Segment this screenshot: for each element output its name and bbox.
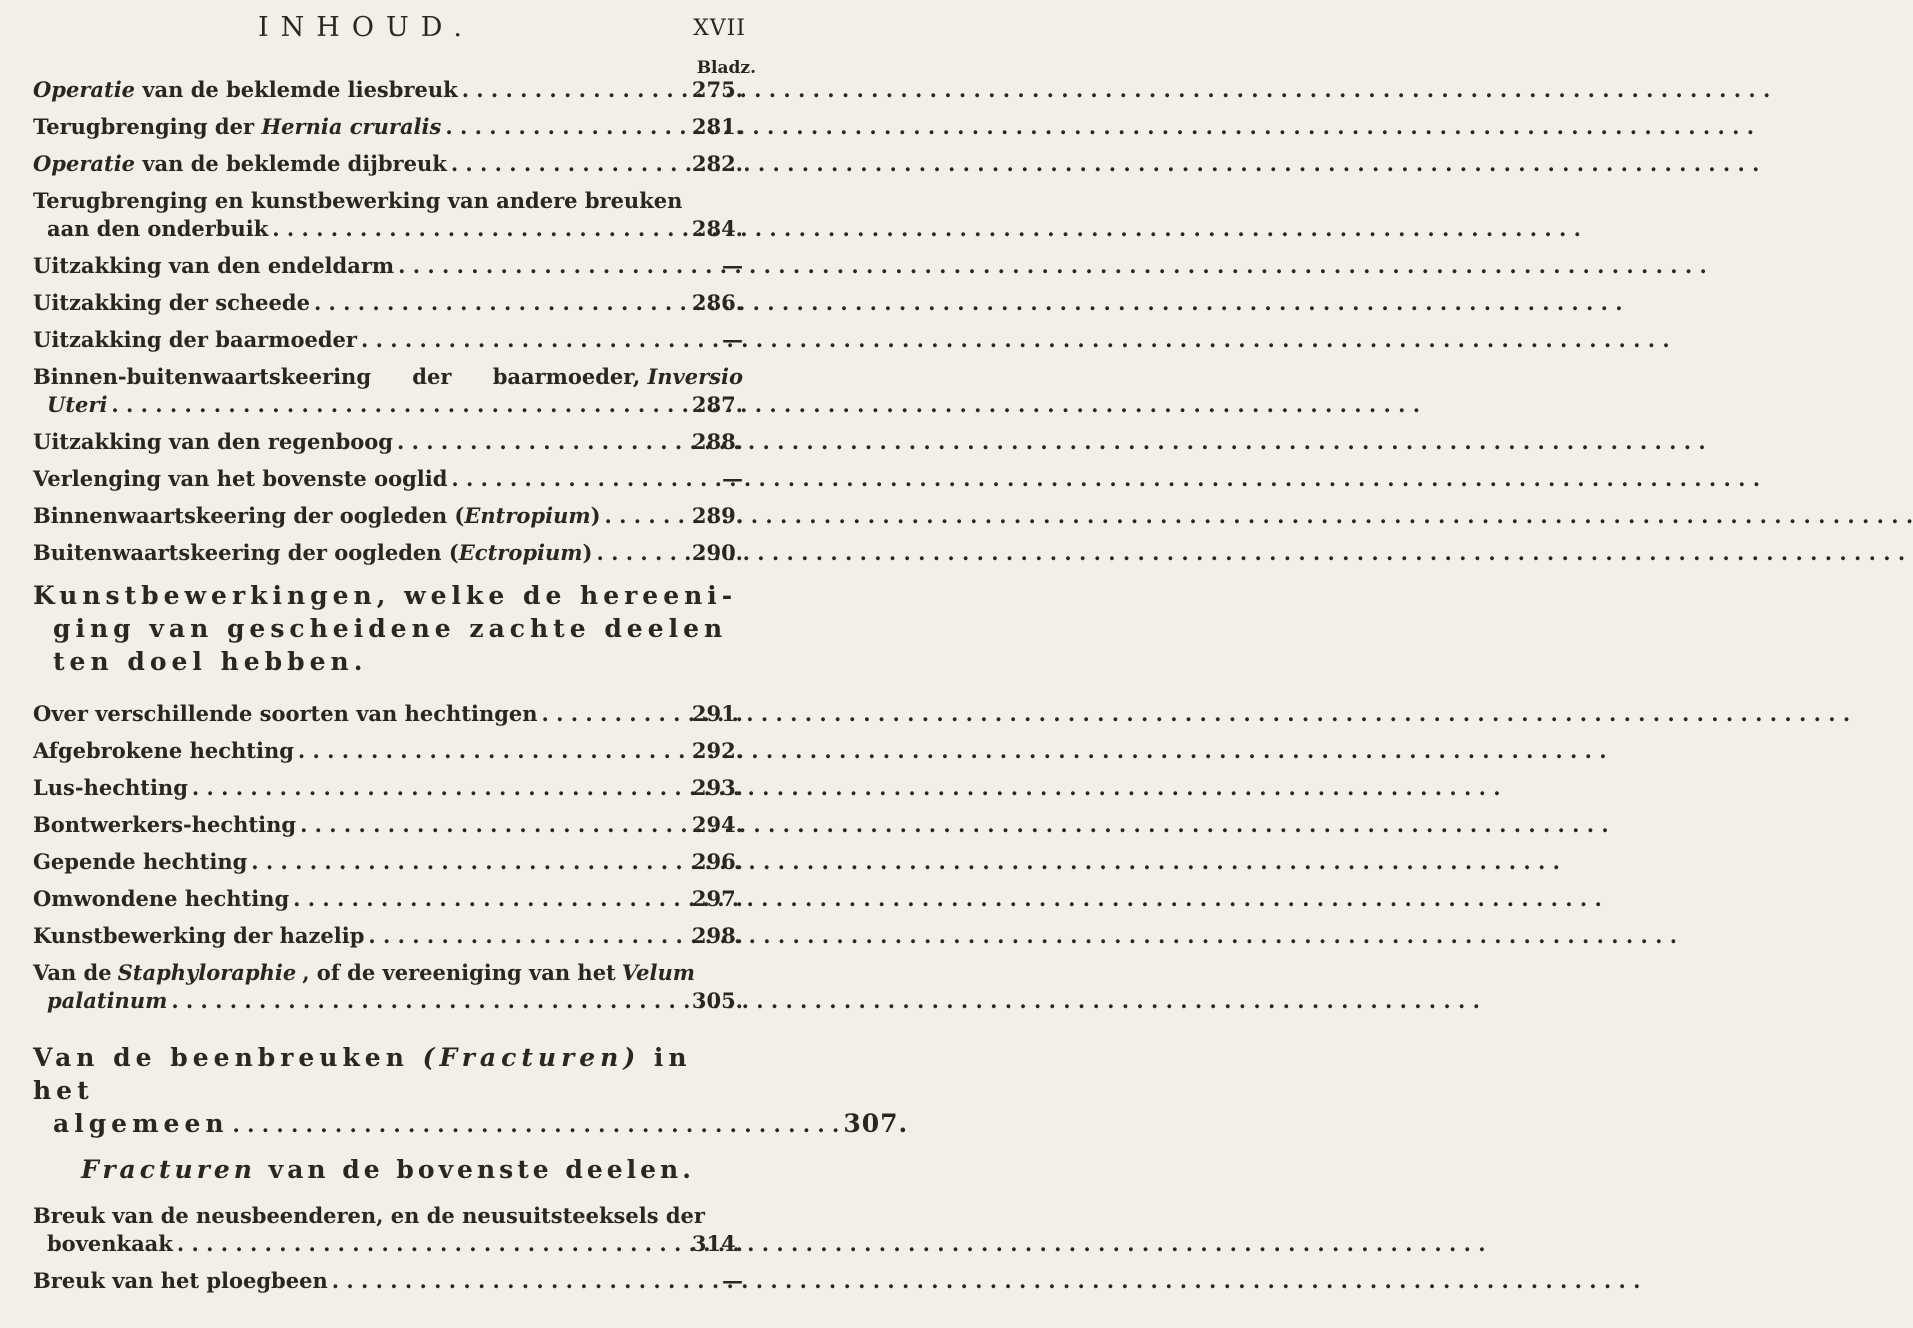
toc-entry: Omwondene hechting . . . 297.	[33, 885, 743, 913]
toc-page: 290.	[691, 540, 743, 565]
toc-entry: Operatie van de beklemde dijbreuk . . . 282.	[33, 150, 743, 178]
toc-page: 314.	[691, 1231, 743, 1256]
toc-entry: Kunstbewerking der hazelip . . . 298.	[33, 922, 743, 950]
running-title: INHOUD.	[258, 12, 474, 43]
toc-entry: Van de Staphyloraphie , of de vereeniging van het Velum palatinum . . . 305.	[33, 959, 743, 1015]
toc-page: —	[722, 1268, 743, 1293]
toc-entry: Terugbrenging der Hernia cruralis . . . 281.	[33, 113, 743, 141]
toc-entry: Uitzakking van den endeldarm . . . —	[33, 252, 743, 280]
toc-entry: Verlenging van het bovenste ooglid . . . —	[33, 465, 743, 493]
page-number: XVII	[693, 16, 746, 41]
toc-page: 307.	[843, 1109, 909, 1138]
toc-entry: Breuk van het ploegbeen . . . —	[33, 1267, 743, 1295]
toc-page: 296.	[691, 849, 743, 874]
toc-page: 287.	[691, 392, 743, 417]
toc-page: —	[722, 253, 743, 278]
toc-page: 293.	[691, 775, 743, 800]
toc-entry: Uitzakking van den regenboog . . . 288.	[33, 428, 743, 456]
section-heading: Kunstbewerkingen, welke de hereeni- ging van gescheidene zachte deelen ten doel hebben.	[33, 581, 738, 676]
toc-page: 298.	[691, 923, 743, 948]
toc-page: 297.	[691, 886, 743, 911]
toc-entry: Binnen-buitenwaartskeering der baarmoeder, Inversio Uteri . . . 287.	[33, 363, 743, 419]
toc-entry: Breuk van de neusbeenderen, en de neusuitsteeksels der bovenkaak . . . 314.	[33, 1202, 743, 1258]
toc-entry: Operatie van de beklemde liesbreuk . . . 275.	[33, 76, 743, 104]
toc-entry: Gepende hechting . . . 296.	[33, 848, 743, 876]
toc-page: 275.	[691, 77, 743, 102]
toc-entry: Afgebrokene hechting . . . 292.	[33, 737, 743, 765]
section-heading: Van de beenbreuken (Fracturen) in het algemeen . . . . . . . . . . . . . . . . . . . . . . . . . . . . . . . . . . . . . . . . . . 307.	[33, 1043, 909, 1138]
toc-page: 281.	[691, 114, 743, 139]
table-of-contents	[33, 76, 909, 1304]
toc-entry: Binnenwaartskeering der oogleden (Entropium) . . . 289.	[33, 502, 743, 530]
book-page	[0, 0, 909, 1328]
toc-page: 294.	[691, 812, 743, 837]
toc-page: 282.	[691, 151, 743, 176]
toc-page: 292.	[691, 738, 743, 763]
toc-page: 284.	[691, 216, 743, 241]
toc-entry: Bontwerkers-hechting . . . 294.	[33, 811, 743, 839]
toc-page: 291.	[691, 701, 743, 726]
toc-entry: Lus-hechting . . . 293.	[33, 774, 743, 802]
page-header	[0, 12, 800, 48]
toc-page: —	[722, 327, 743, 352]
toc-page: —	[722, 466, 743, 491]
toc-entry: Over verschillende soorten van hechtingen . . . 291.	[33, 700, 743, 728]
toc-entry: Uitzakking der baarmoeder . . . —	[33, 326, 743, 354]
page-column-heading: Bladz.	[696, 58, 756, 78]
toc-page: 286.	[691, 290, 743, 315]
toc-entry: Terugbrenging en kunstbewerking van andere breuken aan den onderbuik . . . 284.	[33, 187, 743, 243]
toc-page: 305.	[691, 988, 743, 1013]
sub-heading: Fracturen van de bovenste deelen.	[81, 1155, 695, 1184]
toc-page: 288.	[691, 429, 743, 454]
toc-page: 289.	[691, 503, 743, 528]
toc-entry: Buitenwaartskeering der oogleden (Ectropium) . . . 290.	[33, 539, 743, 567]
toc-entry: Uitzakking der scheede . . . 286.	[33, 289, 743, 317]
